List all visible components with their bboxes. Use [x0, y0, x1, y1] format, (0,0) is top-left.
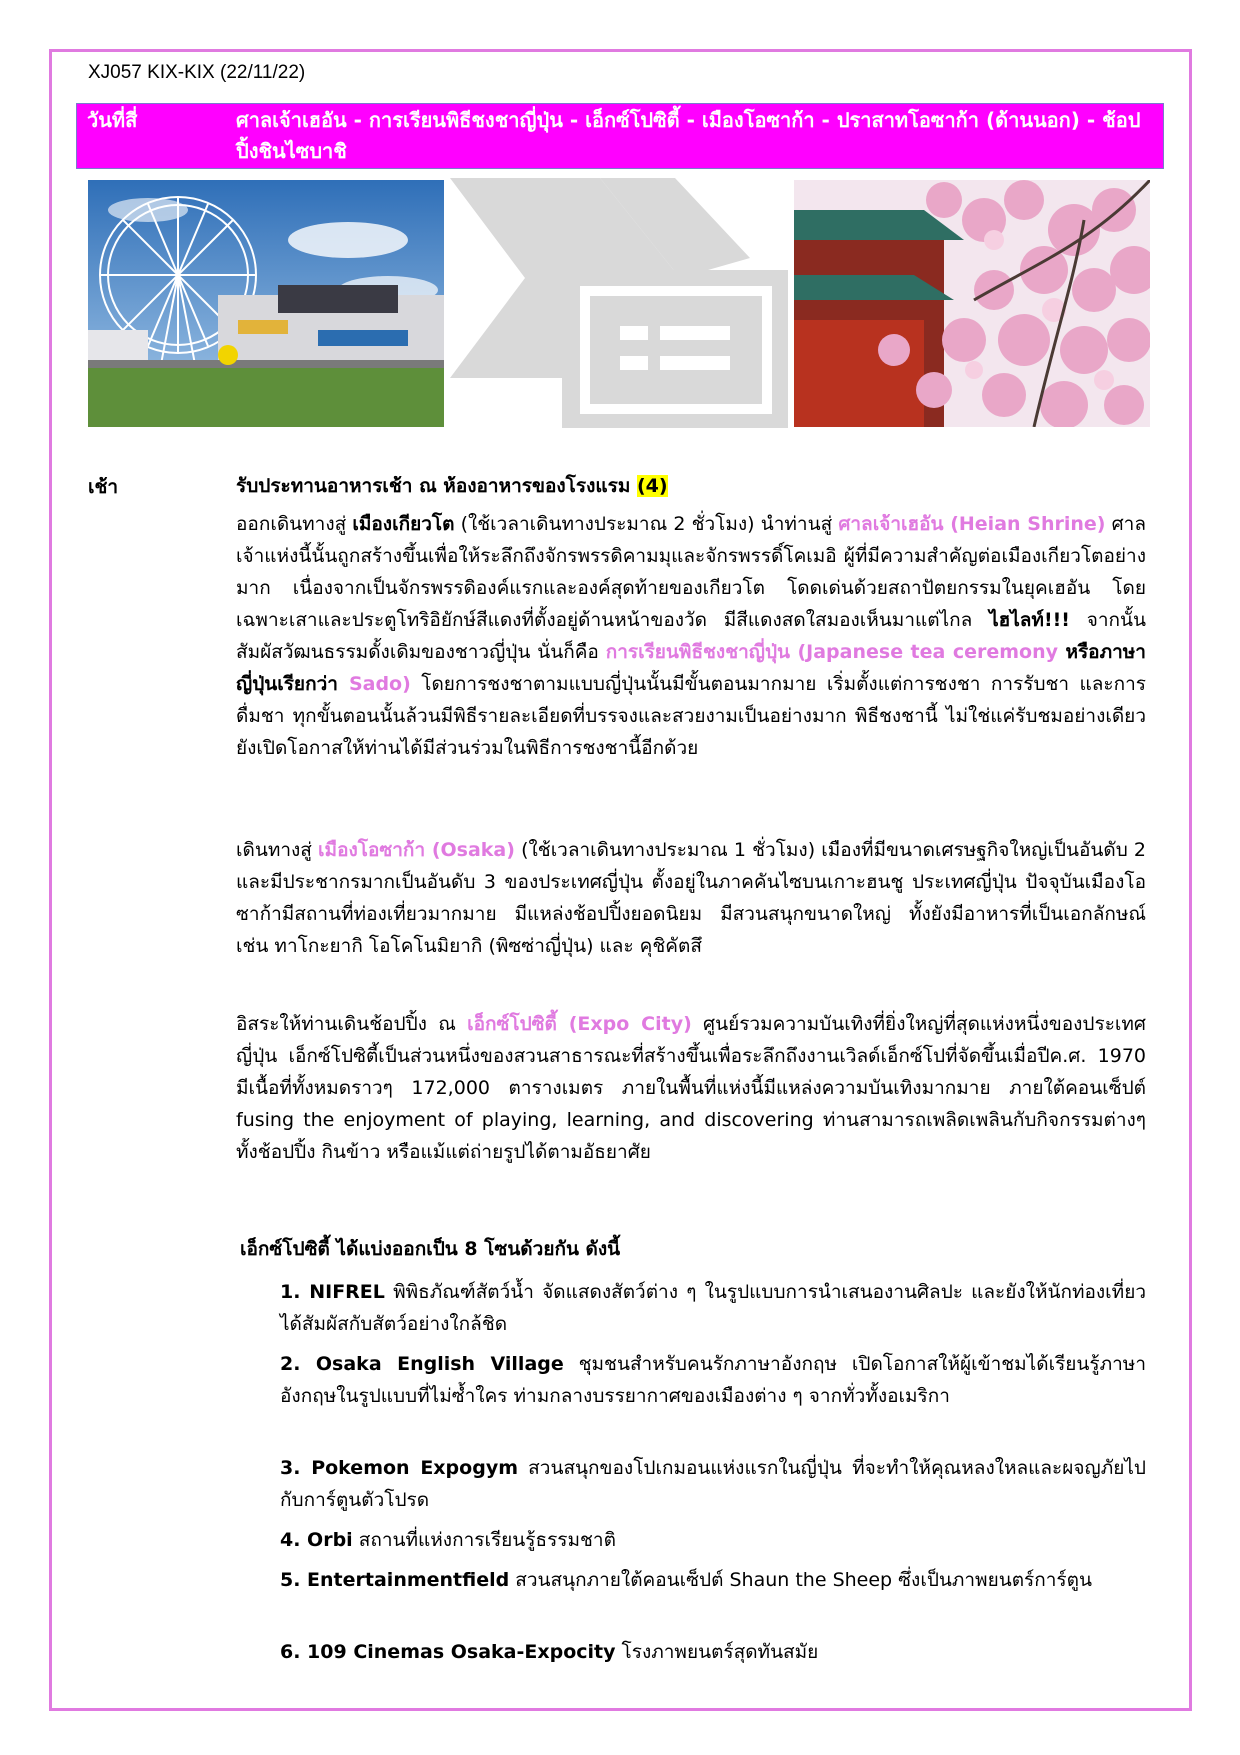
- osaka-city: เมืองโอซาก้า (Osaka): [318, 839, 515, 861]
- list-item: [280, 1276, 1146, 1340]
- text-run: อิสระให้ท่านเดินช้อปปิ้ง ณ: [236, 1013, 468, 1035]
- zone-name: 5. Entertainmentfield: [280, 1569, 510, 1591]
- list-item: [280, 1452, 1146, 1516]
- breakfast-text: รับประทานอาหารเช้า ณ ห้องอาหารของโรงแรม: [236, 475, 631, 497]
- zone-name: 2. Osaka English Village: [280, 1353, 564, 1375]
- tea-ceremony-name: การเรียนพิธีชงชาญี่ปุ่น (Japanese tea ceremony: [605, 641, 1058, 663]
- list-item: [280, 1636, 1146, 1668]
- text-run: ออกเดินทางสู่: [236, 513, 353, 535]
- zone-desc: ชุมชนสำหรับคนรักภาษาอังกฤษ เปิดโอกาสให้ผู้เข้าชมได้เรียนรู้ภาษาอังกฤษในรูปแบบที่ไม่ซ้ำใคร ท่ามกลางบรรยากาศของเมืองต่าง ๆ จากทั่วทั้งอเมริกา: [280, 1353, 1146, 1407]
- zone-name: 3. Pokemon Expogym: [280, 1457, 518, 1479]
- zone-desc: สวนสนุกของโปเกมอนแห่งแรกในญี่ปุ่น ที่จะทำให้คุณหลงใหลและผจญภัยไปกับการ์ตูนตัวโปรด: [280, 1457, 1146, 1511]
- list-item: [280, 1348, 1146, 1412]
- zones-heading: เอ็กซ์โปซิตี้ ได้แบ่งออกเป็น 8 โซนด้วยกัน ดังนี้: [240, 1238, 621, 1260]
- highlight-label: ไฮไลท์!!!: [989, 609, 1070, 631]
- zone-desc: โรงภาพยนตร์สุดทันสมัย: [615, 1641, 819, 1663]
- text-run: เดินทางสู่: [236, 839, 319, 861]
- text-run: หรือภาษาญี่ปุ่นเรียกว่า: [236, 641, 1146, 695]
- list-item: [280, 1524, 1146, 1556]
- morning-label: เช้า: [88, 476, 119, 498]
- zone-name: 4. Orbi: [280, 1529, 353, 1551]
- zone-name: 6. 109 Cinemas Osaka-Expocity: [280, 1641, 616, 1663]
- zone-desc: พิพิธภัณฑ์สัตว์น้ำ จัดแสดงสัตว์ต่าง ๆ ในรูปแบบการนำเสนองานศิลปะ และยังให้นักท่องเที่ยวได้สัมผัสกับสัตว์อย่างใกล้ชิด: [280, 1281, 1147, 1335]
- zone-name: 1. NIFREL: [280, 1281, 385, 1303]
- kyoto-paragraph: [236, 508, 1146, 764]
- day-header-bar: [76, 103, 1164, 169]
- document-code: XJ057 KIX-KIX (22/11/22): [88, 62, 306, 83]
- zone-desc: สวนสนุกภายใต้คอนเซ็ปต์ Shaun the Sheep ซึ่งเป็นภาพยนตร์การ์ตูน: [509, 1569, 1092, 1591]
- text-run: จากนั้นสัมผัสวัฒนธรรมดั้งเดิมของชาวญี่ปุ่น นั่นก็คือ: [236, 609, 1146, 663]
- document-placeholder-icon: [450, 178, 790, 430]
- text-run: ศูนย์รวมความบันเทิงที่ยิ่งใหญ่ที่สุดแห่งหนึ่งของประเทศญี่ปุ่น เอ็กซ์โปซิตี้เป็นส่วนหนึ่งของสวนสาธารณะที่สร้างขึ้นเพื่อระลึกถึงงานเวิลด์เอ็กซ์โปที่จัดขึ้นเมื่อปีค.ศ. 1970 มีเนื้อที่ทั้งหมดราวๆ 172,000 ตารางเมตร ภายในพื้นที่แห่งนี้มีแหล่งความบันเทิงมากมาย ภายใต้คอนเซ็ปต์ fusing the enjoyment of playing, learning, and discovering ท่านสามารถเพลิดเพลินกับกิจกรรมต่างๆ ทั้งช้อปปิ้ง กินข้าว หรือแม้แต่ถ่ายรูปได้ตามอัธยาศัย: [236, 1013, 1146, 1163]
- kyoto-city: เมืองเกียวโต: [352, 513, 455, 535]
- day-title: ศาลเจ้าเฮอัน - การเรียนพิธีชงชาญี่ปุ่น - เอ็กซ์โปซิตี้ - เมืองโอซาก้า - ปราสาทโอซาก้า (ด้านนอก) - ช้อปปิ้งชินไซบาชิ: [236, 108, 1141, 163]
- heian-shrine-photo: [794, 180, 1150, 427]
- expocity-name: เอ็กซ์โปซิตี้ (Expo City): [467, 1013, 692, 1035]
- zone-desc: สถานที่แห่งการเรียนรู้ธรรมชาติ: [352, 1529, 616, 1551]
- sado-name: Sado): [337, 673, 411, 695]
- expocity-paragraph: [236, 1008, 1146, 1168]
- heian-shrine-link: ศาลเจ้าเฮอัน (Heian Shrine): [838, 513, 1106, 535]
- text-run: (ใช้เวลาเดินทางประมาณ 1 ชั่วโมง) เมืองที่มีขนาดเศรษฐกิจใหญ่เป็นอันดับ 2 และมีประชากรมากเป็นอันดับ 3 ของประเทศญี่ปุ่น ตั้งอยู่ในภาคคันไซบนเกาะฮนชู ประเทศญี่ปุ่น ปัจจุบันเมืองโอซาก้ามีสถานที่ท่องเที่ยวมากมาย มีแหล่งช้อปปิ้งยอดนิยม มีสวนสนุกขนาดใหญ่ ทั้งยังมีอาหารที่เป็นเอกลักษณ์ เช่น ทาโกะยากิ โอโคโนมิยากิ (พิซซ่าญี่ปุ่น) และ คุชิคัตสึ: [236, 839, 1146, 957]
- text-run: โดยการชงชาตามแบบญี่ปุ่นนั้นมีขั้นตอนมากมาย เริ่มตั้งแต่การชงชา การรับชา และการดื่มชา ทุกขั้นตอนนั้นล้วนมีพิธีรายละเอียดที่บรรจงและสวยงามเป็นอย่างมาก พิธีชงชานี้ ไม่ใช่แค่รับชมอย่างเดียว ยังเปิดโอกาสให้ท่านได้มีส่วนร่วมในพิธีการชงชานี้อีกด้วย: [236, 673, 1146, 759]
- day-label: วันที่สี่: [87, 108, 138, 132]
- text-run: (ใช้เวลาเดินทางประมาณ 2 ชั่วโมง) นำท่านสู่: [454, 513, 839, 535]
- text-run: ศาลเจ้าแห่งนี้นั้นถูกสร้างขึ้นเพื่อให้ระลึกถึงจักรพรรดิคามมุและจักรพรรดิ์โคเมอิ ผู้ที่มีความสำคัญต่อเมืองเกียวโตอย่างมาก เนื่องจากเป็นจักรพรรดิองค์แรกและองค์สุดท้ายของเกียวโต โดดเด่นด้วยสถาปัตยกรรมในยุคเฮอัน โดยเฉพาะเสาและประตูโทริอิยักษ์สีแดงที่ตั้งอยู่ด้านหน้าของวัด มีสีแดงสดใสมองเห็นมาแต่ไกล: [236, 513, 1146, 631]
- osaka-paragraph: [236, 834, 1146, 962]
- meal-number-badge: (4): [636, 475, 668, 497]
- breakfast-line: [236, 470, 1146, 502]
- expocity-photo: [88, 180, 444, 427]
- list-item: [280, 1564, 1146, 1596]
